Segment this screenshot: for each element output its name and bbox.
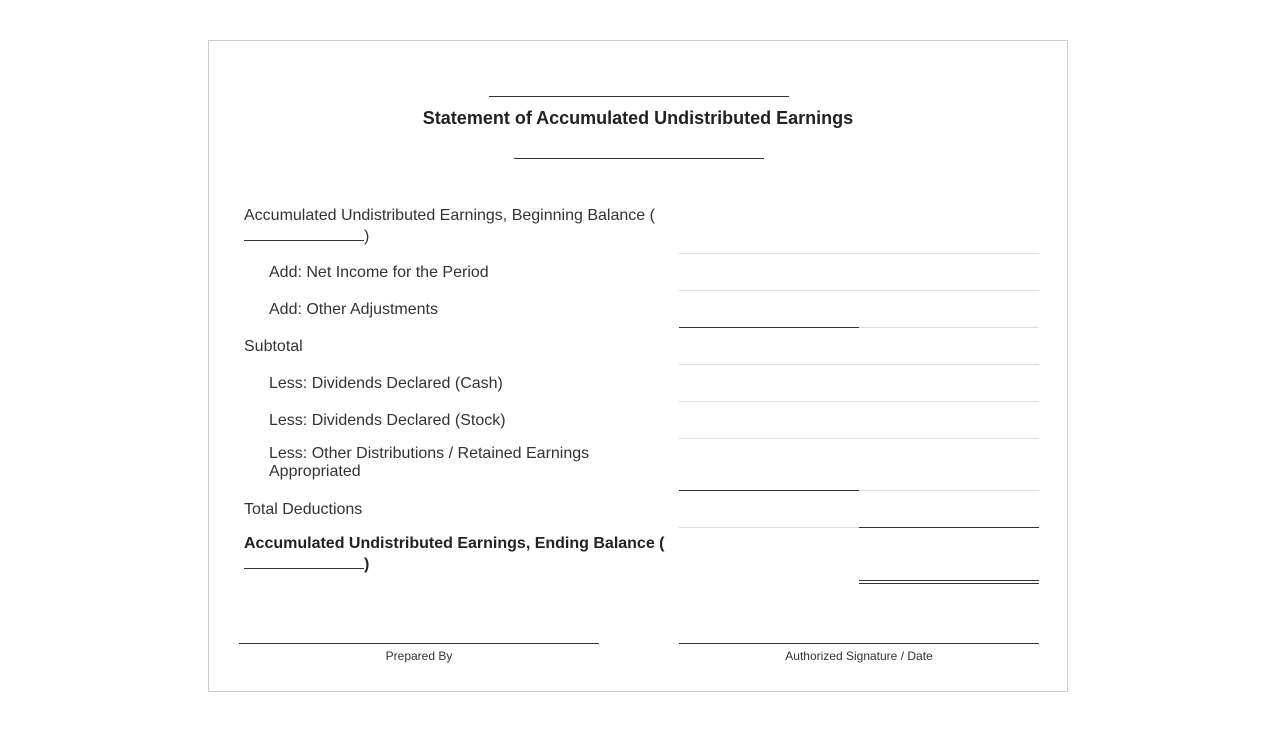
net-income-amount[interactable] — [679, 290, 1039, 291]
ending-date-blank[interactable] — [244, 554, 364, 569]
beginning-balance-text: Accumulated Undistributed Earnings, Beginning Balance ( — [244, 207, 655, 224]
subtotal-label: Subtotal — [244, 338, 303, 355]
additions-sum-rule — [679, 327, 859, 328]
other-adjustments-label: Add: Other Adjustments — [269, 301, 438, 318]
prepared-by-caption: Prepared By — [385, 649, 453, 663]
cash-dividends-amount[interactable] — [679, 401, 1039, 402]
ending-balance-amount[interactable] — [859, 580, 1039, 584]
total-deductions-label: Total Deductions — [244, 501, 363, 518]
beginning-balance-suffix: ) — [364, 228, 370, 245]
beginning-balance-amount[interactable] — [679, 253, 1039, 254]
deductions-sum-rule — [679, 490, 859, 491]
statement-title: Statement of Accumulated Undistributed Earnings — [422, 108, 854, 128]
total-deductions-rule — [859, 527, 1039, 528]
stock-dividends-amount[interactable] — [679, 438, 1039, 439]
ending-balance-label — [244, 534, 684, 575]
net-income-label: Add: Net Income for the Period — [269, 264, 489, 281]
authorized-signature-caption: Authorized Signature / Date — [785, 649, 933, 663]
period-blank[interactable] — [514, 158, 764, 159]
cash-dividends-label: Less: Dividends Declared (Cash) — [269, 375, 503, 392]
prepared-by-line[interactable] — [239, 643, 599, 644]
statement-sheet — [208, 40, 1068, 692]
ending-balance-suffix: ) — [364, 556, 370, 573]
company-name-blank[interactable] — [489, 96, 789, 97]
stock-dividends-label: Less: Dividends Declared (Stock) — [269, 412, 506, 429]
subtotal-amount[interactable] — [679, 364, 1039, 365]
authorized-signature-line[interactable] — [679, 643, 1039, 644]
other-distributions-label: Less: Other Distributions / Retained Earnings Appropriated — [269, 445, 590, 480]
ending-balance-text: Accumulated Undistributed Earnings, Ending Balance ( — [244, 535, 665, 552]
beginning-date-blank[interactable] — [244, 226, 364, 241]
beginning-balance-label — [244, 206, 674, 247]
